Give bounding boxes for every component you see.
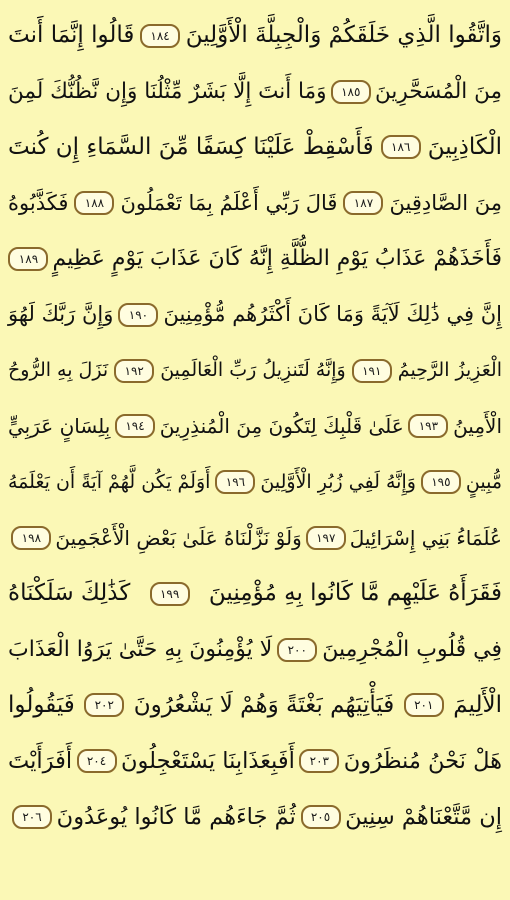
verse-text: ثُمَّ جَاءَهُم مَّا كَانُوا يُوعَدُونَ: [56, 803, 296, 830]
text-line: [8, 64, 502, 120]
verse-text: وَلَوْ نَزَّلْنَاهُ عَلَىٰ بَعْضِ الْأَعْجَمِينَ: [55, 526, 302, 551]
verse-text: وَإِنَّ رَبَّكَ لَهُوَ: [8, 302, 114, 327]
verse-text: الْكَاذِبِينَ: [427, 133, 502, 160]
ayah-number-marker: ٢٠٢: [84, 693, 124, 717]
verse-text: الْأَمِينُ: [453, 414, 502, 439]
ayah-number-marker: ٢٠٠: [277, 638, 317, 662]
verse-text: أَفَبِعَذَابِنَا يَسْتَعْجِلُونَ: [120, 748, 295, 774]
text-line: [8, 120, 502, 176]
verse-text: عَلَىٰ قَلْبِكَ لِتَكُونَ مِنَ الْمُنذِرِينَ: [159, 414, 404, 439]
verse-text: قَالُوا إِنَّمَا أَنتَ: [8, 22, 135, 49]
verse-text: فَيَأْتِيَهُم بَغْتَةً وَهُمْ لَا يَشْعُرُونَ: [133, 691, 395, 718]
verse-text: قَالَ رَبِّي أَعْلَمُ بِمَا تَعْمَلُونَ: [120, 190, 338, 215]
text-line: [8, 343, 502, 399]
verse-text: وَإِنَّهُ لَفِي زُبُرِ الْأَوَّلِينَ: [260, 470, 416, 493]
text-line: [8, 231, 502, 287]
ayah-number-marker: ١٨٦: [381, 135, 421, 159]
verse-text: وَمَا أَنتَ إِلَّا بَشَرٌ مِّثْلُنَا وَإِن نَّظُنُّكَ لَمِنَ: [8, 78, 327, 104]
verse-text: لَا يُؤْمِنُونَ بِهِ حَتَّىٰ يَرَوُا الْعَذَابَ: [8, 636, 273, 662]
verse-text: نَزَلَ بِهِ الرُّوحُ: [8, 359, 109, 382]
ayah-number-marker: ١٩٥: [421, 470, 461, 494]
verse-text: وَاتَّقُوا الَّذِي خَلَقَكُمْ وَالْجِبِلَّةَ الْأَوَّلِينَ: [185, 22, 502, 49]
verse-text: الْأَلِيمَ: [453, 691, 502, 718]
text-line: [8, 399, 502, 455]
text-line: [8, 678, 502, 734]
ayah-number-marker: ١٩٧: [306, 526, 346, 550]
verse-text: هَلْ نَحْنُ مُنظَرُونَ: [343, 748, 502, 774]
verse-text: وَإِنَّهُ لَتَنزِيلُ رَبِّ الْعَالَمِينَ: [160, 359, 346, 382]
ayah-number-marker: ١٨٩: [8, 247, 48, 271]
verse-text: بِلِسَانٍ عَرَبِيٍّ: [8, 414, 111, 439]
verse-text: إِن مَّتَّعْنَاهُمْ سِنِينَ: [345, 803, 502, 830]
verse-text: فَقَرَأَهُ عَلَيْهِم مَّا كَانُوا بِهِ مُؤْمِنِينَ: [208, 580, 502, 607]
verse-text: أَفَرَأَيْتَ: [8, 748, 73, 774]
verse-text: كَذَٰلِكَ سَلَكْنَاهُ: [8, 580, 131, 607]
ayah-number-marker: ١٩٩: [150, 582, 190, 606]
verse-text: مُّبِينٍ: [465, 470, 502, 493]
ayah-number-marker: ١٩١: [352, 359, 392, 383]
ayah-number-marker: ١٨٧: [343, 191, 383, 215]
verse-text: مِنَ الْمُسَحَّرِينَ: [375, 78, 502, 104]
verse-text: عُلَمَاءُ بَنِي إِسْرَائِيلَ: [349, 526, 502, 551]
verse-text: فَكَذَّبُوهُ: [8, 190, 69, 215]
text-line: [8, 510, 502, 566]
verse-text: فَأَخَذَهُمْ عَذَابُ يَوْمِ الظُّلَّةِ إِنَّهُ كَانَ عَذَابَ يَوْمٍ عَظِيمٍ: [52, 246, 502, 272]
ayah-number-marker: ١٩٤: [115, 414, 155, 438]
verse-text: فَأَسْقِطْ عَلَيْنَا كِسَفًا مِّنَ السَّمَاءِ إِن كُنتَ: [8, 133, 374, 160]
text-line: [8, 8, 502, 64]
text-line: [8, 566, 502, 622]
verse-text: مِنَ الصَّادِقِينَ: [389, 190, 502, 215]
ayah-number-marker: ٢٠٣: [299, 749, 339, 773]
ayah-number-marker: ١٩٣: [408, 414, 448, 438]
text-line: [8, 622, 502, 678]
ayah-number-marker: ٢٠٦: [12, 805, 52, 829]
verse-text: فَيَقُولُوا: [8, 691, 75, 718]
text-line: [8, 175, 502, 231]
text-line: [8, 789, 502, 845]
verse-text: الْعَزِيزُ الرَّحِيمُ: [397, 359, 502, 382]
ayah-number-marker: ١٩٨: [11, 526, 51, 550]
ayah-number-marker: ٢٠١: [404, 693, 444, 717]
ayah-number-marker: ١٩٢: [114, 359, 154, 383]
ayah-number-marker: ٢٠٥: [301, 805, 341, 829]
ayah-number-marker: ١٨٤: [140, 24, 180, 48]
ayah-number-marker: ٢٠٤: [77, 749, 117, 773]
text-line: [8, 287, 502, 343]
ayah-number-marker: ١٨٨: [74, 191, 114, 215]
text-line: [8, 733, 502, 789]
verse-text: أَوَلَمْ يَكُن لَّهُمْ آيَةً أَن يَعْلَمَهُ: [8, 470, 211, 493]
ayah-number-marker: ١٨٥: [331, 80, 371, 104]
ayah-number-marker: ١٩٠: [118, 303, 158, 327]
verse-text: إِنَّ فِي ذَٰلِكَ لَآيَةً وَمَا كَانَ أَكْثَرُهُم مُّؤْمِنِينَ: [163, 302, 502, 327]
text-line: [8, 454, 502, 510]
verse-text: فِي قُلُوبِ الْمُجْرِمِينَ: [322, 636, 502, 662]
ayah-number-marker: ١٩٦: [215, 470, 255, 494]
